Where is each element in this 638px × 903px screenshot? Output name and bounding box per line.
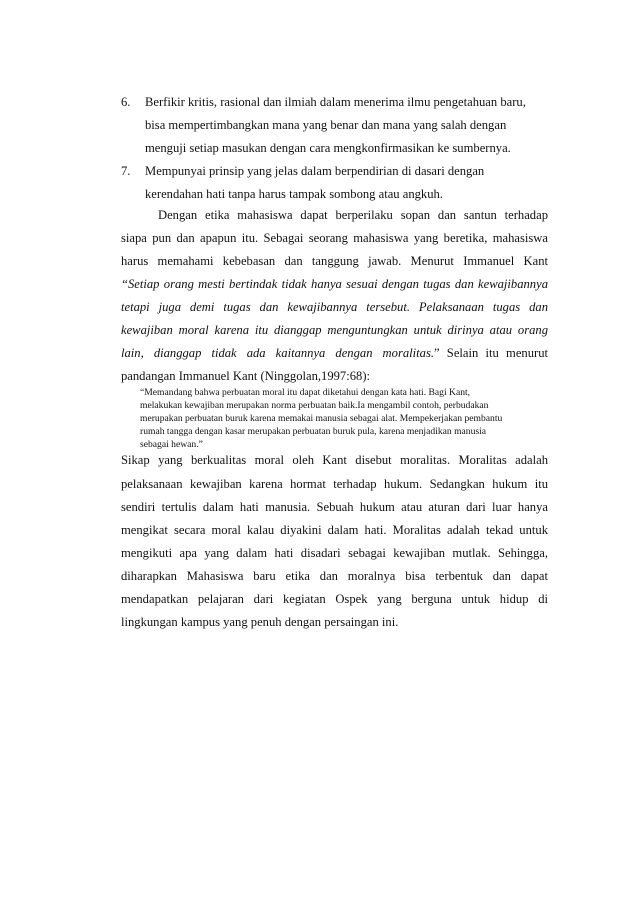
list-number-6: 6. (121, 95, 131, 109)
list-number-7: 7. (121, 164, 131, 178)
list-item-6-line-3: menguji setiap masukan dengan cara mengkonfirmasikan ke sumbernya. (145, 141, 511, 155)
block-quote-line-1: “Memandang bahwa perbuatan moral itu dapat diketahui dengan kata hati. Bagi Kant, (140, 387, 471, 398)
paragraph-1-line-4: “Setiap orang mesti bertindak tidak hanya sesuai dengan tugas dan kewajibannya (121, 277, 548, 291)
list-item-6-line-1: Berfikir kritis, rasional dan ilmiah dalam menerima ilmu pengetahuan baru, (145, 95, 526, 109)
block-quote-line-2: melakukan kewajiban merupakan norma perbuatan baik.Ia mengambil contoh, perbudakan (140, 400, 489, 411)
paragraph-2-line-4: mengikat secara moral kalau diyakini dalam hati. Moralitas adalah tekad untuk (121, 523, 548, 537)
paragraph-2-line-2: pelaksanaan kewajiban karena hormat terhadap hukum. Sedangkan hukum itu (121, 477, 548, 491)
paragraph-1-line-2: siapa pun dan apapun itu. Sebagai seorang mahasiswa yang beretika, mahasiswa (121, 231, 548, 245)
block-quote-line-5: sebagai hewan.” (140, 439, 203, 450)
paragraph-1-line-3: harus memahami kebebasan dan tanggung jawab. Menurut Immanuel Kant (121, 254, 548, 268)
paragraph-2-line-8: lingkungan kampus yang penuh dengan persaingan ini. (121, 615, 399, 629)
paragraph-2-line-3: sendiri tertulis dalam hati manusia. Sebuah hukum atau aturan dari luar hanya (121, 500, 548, 514)
paragraph-2-line-1: Sikap yang berkualitas moral oleh Kant disebut moralitas. Moralitas adalah (121, 453, 548, 467)
paragraph-1-line-1: Dengan etika mahasiswa dapat berperilaku sopan dan santun terhadap (158, 208, 548, 222)
block-quote-line-3: merupakan perbuatan buruk karena memakai manusia sebagai alat. Mempekerjakan pembantu (140, 413, 503, 424)
paragraph-2-line-6: diharapkan Mahasiswa baru etika dan moralnya bisa terbentuk dan dapat (121, 569, 548, 583)
list-item-7-line-1: Mempunyai prinsip yang jelas dalam berpendirian di dasari dengan (145, 164, 485, 178)
paragraph-2-line-7: mendapatkan pelajaran dari kegiatan Ospek yang berguna untuk hidup di (121, 592, 548, 606)
list-item-6-line-2: bisa mempertimbangkan mana yang benar dan mana yang salah dengan (145, 118, 507, 132)
list-item-7-line-2: kerendahan hati tanpa harus tampak sombong atau angkuh. (145, 187, 443, 201)
paragraph-1-line-5: tetapi juga demi tugas dan kewajibannya tersebut. Pelaksanaan tugas dan (121, 300, 548, 314)
paragraph-1-line-8: pandangan Immanuel Kant (Ninggolan,1997:68): (121, 369, 371, 383)
block-quote-line-4: rumah tangga dengan kasar merupakan perbuatan buruk pula, karena menjadikan manusia (140, 426, 487, 437)
paragraph-1-line-7-rest: ” Selain itu menurut (434, 346, 548, 360)
paragraph-1-line-6: kewajiban moral karena itu dianggap menguntungkan untuk dirinya atau orang (121, 323, 548, 337)
paragraph-2-line-5: mengikuti apa yang dalam hati disadari sebagai kewajiban mutlak. Sehingga, (121, 546, 548, 560)
paragraph-1-line-7-italic: lain, dianggap tidak ada kaitannya dengan moralitas. (121, 346, 434, 360)
